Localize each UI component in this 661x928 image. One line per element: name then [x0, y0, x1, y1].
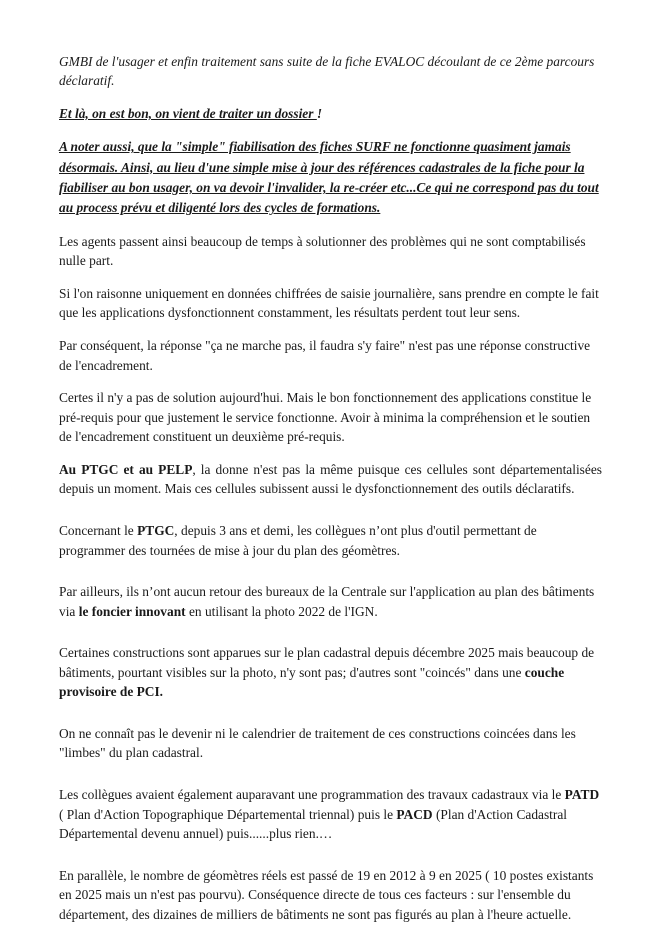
- paragraph-consequent: [59, 336, 602, 375]
- paragraph-concernant-bold: PTGC: [137, 522, 175, 538]
- paragraph-patd-mid: ( Plan d'Action Topographique Départemental triennal) puis le: [59, 806, 397, 822]
- paragraph-constructions-pci: [59, 643, 602, 702]
- paragraph-agents-text: Les agents passent ainsi beaucoup de temps à solutionner des problèmes qui ne sont comptabilisés nulle part.: [59, 233, 586, 269]
- intro-text: GMBI de l'usager et enfin traitement sans suite de la fiche EVALOC découlant de ce 2ème parcours déclaratif.: [59, 54, 595, 89]
- paragraph-patd-pre: Les collègues avaient également auparavant une programmation des travaux cadastraux via le: [59, 787, 565, 802]
- document-body: [59, 52, 602, 924]
- heading-note-surf-text: A noter aussi, que la "simple" fiabilisation des fiches SURF ne fonctionne quasiment jamais désormais. Ainsi, au lieu d'une simple mise à jour des références cadastrales de la fiche pour la fiabiliser au bon usager, on va devoir l'invalider, la re-créer etc...Ce qui ne correspond pas du tout au process prévu et diligenté lors des cycles de formations.: [59, 139, 599, 216]
- paragraph-certes-text: Certes il n'y a pas de solution aujourd'hui. Mais le bon fonctionnement des applications constitue le pré-requis pour que justement le service fonctionne. Avoir à minima la compréhension et le soutien de l'encadrement constituent un deuxième pré-requis.: [59, 390, 592, 445]
- heading-traiter-dossier: [59, 104, 602, 124]
- paragraph-patd-post: (Plan d'Action Cadastral Départemental devenu annuel) puis......plus rien.…: [59, 806, 568, 842]
- paragraph-devenir-limbes: [59, 724, 602, 763]
- paragraph-parallele-text: En parallèle, le nombre de géomètres réels est passé de 19 en 2012 à 9 en 2025 ( 10 postes existants en 2025 mais un n'est pas pourvu). Conséquence directe de tous ces facteurs : sur l'ensemble du département, des dizaines de milliers de bâtiments ne sont pas figurés au plan à l'heure actuelle.: [59, 867, 594, 922]
- paragraph-concernant-post: , depuis 3 ans et demi, les collègues n’ont plus d'outil permettant de programmer des tournées de mise à jour du plan des géomètres.: [59, 522, 537, 558]
- paragraph-patd-pacd: [59, 785, 602, 844]
- paragraph-constructions-pre: Certaines constructions sont apparues sur le plan cadastral depuis décembre 2025 mais beaucoup de bâtiments, pourtant visibles sur la photo, n'y sont pas; d'autres sont "coincés" dans une: [59, 645, 595, 680]
- paragraph-pacd-bold: PACD: [396, 806, 433, 822]
- paragraph-concernant-ptgc: [59, 521, 602, 560]
- paragraph-raisonne-text: Si l'on raisonne uniquement en données chiffrées de saisie journalière, sans prendre en compte le fait que les applications dysfonctionnent constamment, les résultats perdent tout leur sens.: [59, 285, 599, 321]
- heading-traiter-dossier-tail: !: [316, 105, 323, 121]
- paragraph-foncier-innovant: [59, 582, 602, 621]
- paragraph-intro: [59, 52, 602, 91]
- paragraph-agents: [59, 232, 602, 271]
- paragraph-certes: [59, 388, 602, 447]
- heading-traiter-dossier-underlined: Et là, on est bon, on vient de traiter un dossier: [59, 105, 317, 121]
- paragraph-ptgc-pelp-lead: Au PTGC et au PELP: [59, 461, 193, 477]
- paragraph-foncier-pre: Par ailleurs, ils n’ont aucun retour des bureaux de la Centrale sur l'application au plan des bâtiments via: [59, 584, 595, 619]
- paragraph-concernant-pre: Concernant le: [59, 522, 138, 538]
- paragraph-geometres-parallele: [59, 866, 602, 925]
- paragraph-foncier-bold: le foncier innovant: [78, 603, 186, 619]
- heading-note-surf: [59, 137, 602, 219]
- paragraph-devenir-text: On ne connaît pas le devenir ni le calendrier de traitement de ces constructions coincées dans les "limbes" du plan cadastral.: [59, 725, 576, 761]
- paragraph-foncier-post: en utilisant la photo 2022 de l'IGN.: [185, 603, 378, 619]
- paragraph-patd-bold: PATD: [564, 787, 600, 802]
- paragraph-raisonne: [59, 284, 602, 323]
- paragraph-consequent-text: Par conséquent, la réponse "ça ne marche pas, il faudra s'y faire" n'est pas une réponse constructive de l'encadrement.: [59, 338, 591, 373]
- paragraph-constructions-bold: couche provisoire de PCI.: [59, 664, 565, 700]
- paragraph-ptgc-pelp: [59, 460, 602, 499]
- paragraph-ptgc-pelp-rest: , la donne n'est pas la même puisque ces cellules sont départementalisées depuis un moment. Mais ces cellules subissent aussi le dysfonctionnement des outils déclaratifs.: [59, 461, 602, 497]
